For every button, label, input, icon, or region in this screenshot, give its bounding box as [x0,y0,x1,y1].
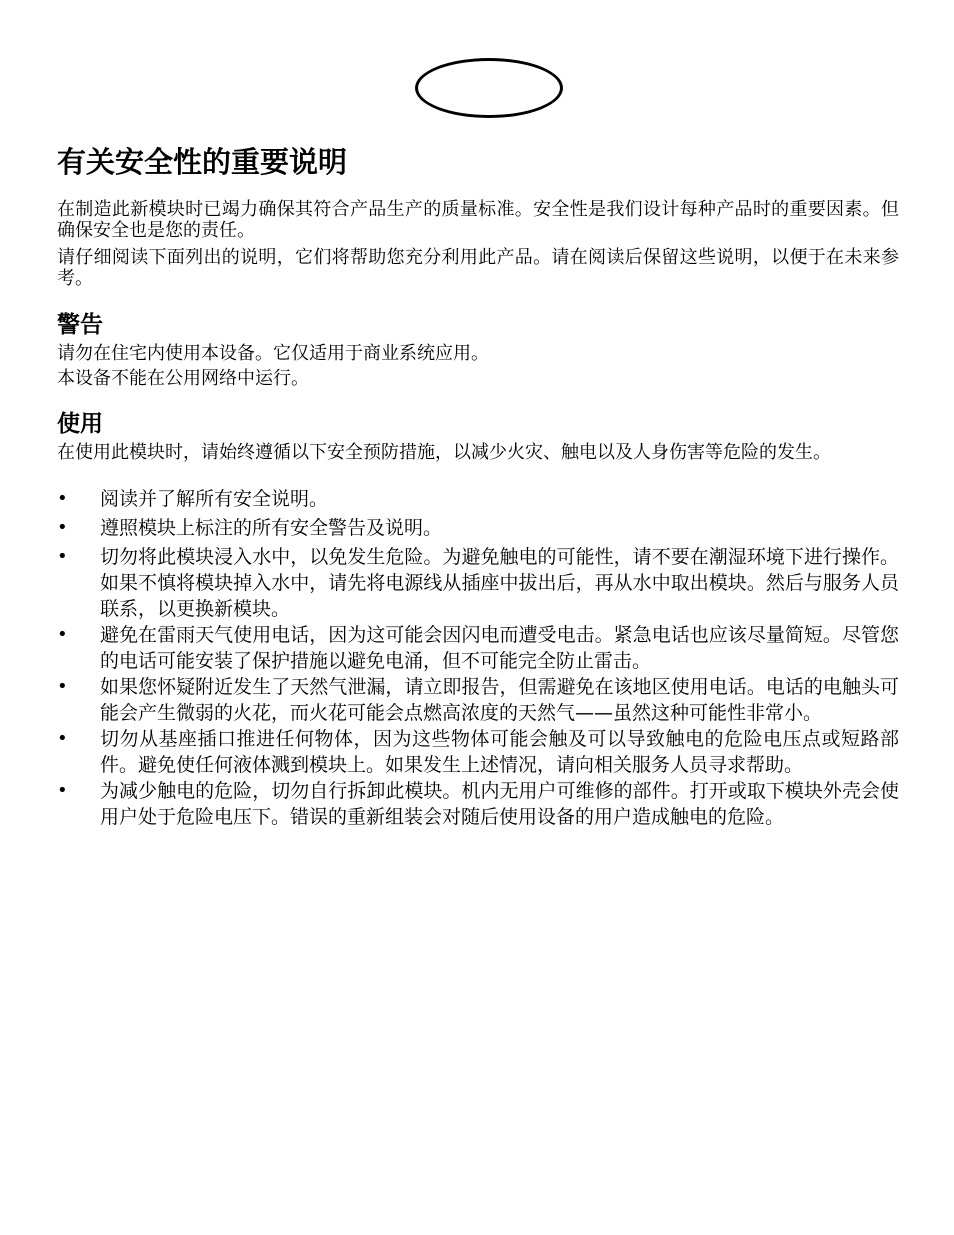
list-item-text: 为减少触电的危险，切勿自行拆卸此模块。机内无用户可维修的部件。打开或取下模块外壳会使用户处于危险电压下。错误的重新组装会对随后使用设备的用户造成触电的危险。 [100,780,899,828]
list-item [57,544,899,622]
bullet-icon: • [57,517,68,538]
bullet-icon: • [57,728,68,749]
list-item [57,486,899,512]
list-item-text: 切勿从基座插口推进任何物体，因为这些物体可能会触及可以导致触电的危险电压点或短路部件。避免使任何液体溅到模块上。如果发生上述情况，请向相关服务人员寻求帮助。 [100,728,899,776]
safety-bullet-list [57,486,899,830]
bullet-icon: • [57,676,68,697]
list-item-text: 如果您怀疑附近发生了天然气泄漏，请立即报告，但需避免在该地区使用电话。电话的电触头可能会产生微弱的火花，而火花可能会点燃高浓度的天然气——虽然这种可能性非常小。 [100,676,899,724]
usage-intro-paragraph: 在使用此模块时，请始终遵循以下安全预防措施，以减少火灾、触电以及人身伤害等危险的发生。 [57,442,831,463]
list-item [57,674,899,726]
list-item [57,622,899,674]
usage-heading: 使用 [57,411,103,437]
warning-line-1: 请勿在住宅内使用本设备。它仅适用于商业系统应用。 [57,343,489,364]
bullet-icon: • [57,780,68,801]
bullet-icon: • [57,624,68,645]
warning-line-2: 本设备不能在公用网络中运行。 [57,368,309,389]
bullet-icon: • [57,488,68,509]
list-item [57,726,899,778]
list-item-text: 遵照模块上标注的所有安全警告及说明。 [100,517,443,539]
bullet-icon: • [57,546,68,567]
oval-placeholder-shape [415,58,563,118]
intro-paragraph-1: 在制造此新模块时已竭力确保其符合产品生产的质量标准。安全性是我们设计每种产品时的重要因素。但确保安全也是您的责任。 [57,199,899,241]
list-item [57,515,899,541]
list-item [57,778,899,830]
page-title: 有关安全性的重要说明 [57,145,348,179]
warning-heading: 警告 [57,312,103,338]
list-item-text: 切勿将此模块浸入水中，以免发生危险。为避免触电的可能性，请不要在潮湿环境下进行操作。如果不慎将模块掉入水中，请先将电源线从插座中拔出后，再从水中取出模块。然后与服务人员联系，以更换新模块。 [100,546,899,620]
intro-paragraph-2: 请仔细阅读下面列出的说明，它们将帮助您充分利用此产品。请在阅读后保留这些说明，以便于在未来参考。 [57,247,899,289]
list-item-text: 避免在雷雨天气使用电话，因为这可能会因闪电而遭受电击。紧急电话也应该尽量简短。尽管您的电话可能安装了保护措施以避免电涌，但不可能完全防止雷击。 [100,624,899,672]
list-item-text: 阅读并了解所有安全说明。 [100,488,329,510]
